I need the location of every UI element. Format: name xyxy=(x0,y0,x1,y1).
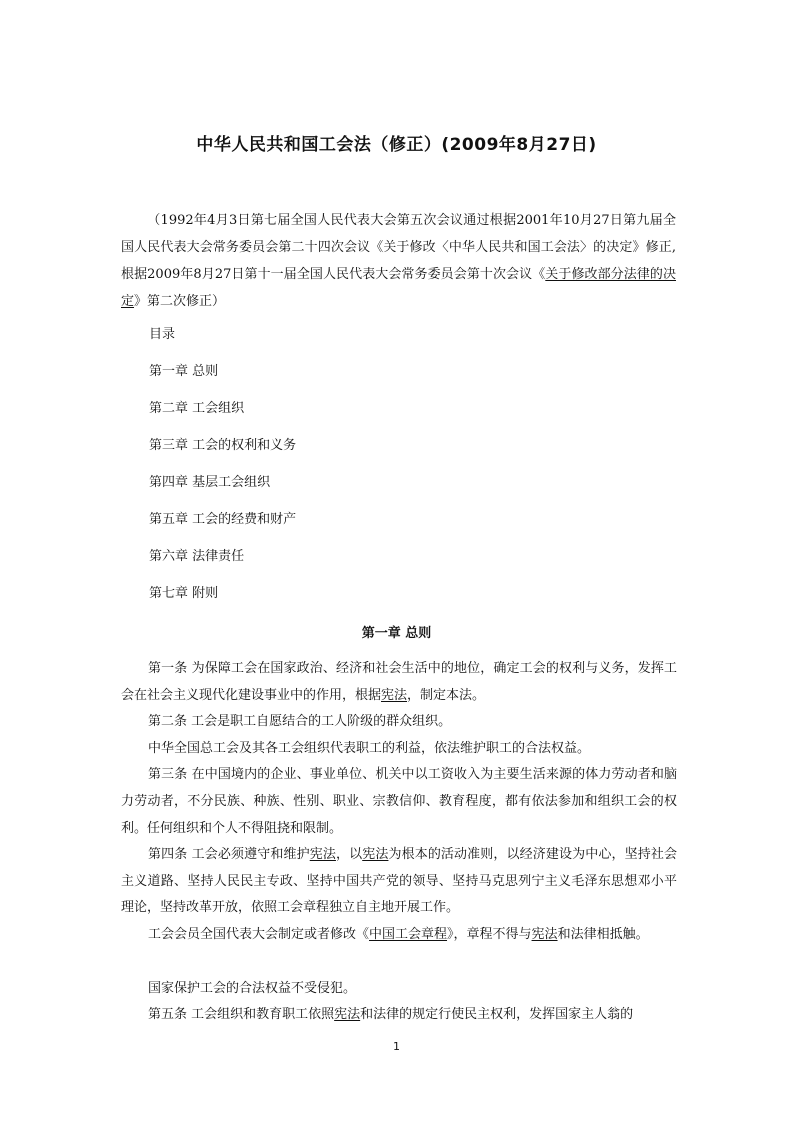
toc-item-chapter-5: 第五章 工会的经费和财产 xyxy=(149,512,297,527)
constitution-link[interactable]: 宪法 xyxy=(531,926,558,942)
toc-heading: 目录 xyxy=(149,327,176,342)
article-4-paragraph-2: 工会会员全国代表大会制定或者修改《中国工会章程》，章程不得与宪法和法律相抵触。 xyxy=(148,926,649,942)
article-4: 第四条 工会必须遵守和维护宪法，以宪法为根本的活动准则，以经济建设为中心，坚持社会主义道路、坚持人民民主专政、坚持中国共产党的领导、坚持马克思列宁主义毛泽东思想邓小平理论，坚持改革开放，依照工会章程独立自主地开展工作。 xyxy=(121,847,677,916)
article-1: 第一条 为保障工会在国家政治、经济和社会生活中的地位，确定工会的权利与义务，发挥工会在社会主义现代化建设事业中的作用，根据宪法，制定本法。 xyxy=(121,661,677,703)
article-3: 第三条 在中国境内的企业、事业单位、机关中以工资收入为主要生活来源的体力劳动者和脑力劳动者，不分民族、种族、性别、职业、宗教信仰、教育程度，都有依法参加和组织工会的权利。任何组织和个人不得阻挠和限制。 xyxy=(121,767,677,836)
chapter-1-heading: 第一章 总则 xyxy=(361,626,432,641)
toc-item-chapter-4: 第四章 基层工会组织 xyxy=(149,475,271,490)
toc-item-chapter-7: 第七章 附则 xyxy=(149,586,219,601)
preamble-text: （1992年4月3日第七届全国人民代表大会第五次会议通过根据2001年10月27日第九届全国人民代表大会常务委员会第二十四次会议《关于修改〈中华人民共和国工会法〉的决定》修正,根据2009年8月27日第十一届全国人民代表大会常务委员会第十次会议《 xyxy=(121,213,676,282)
constitution-link[interactable]: 宪法 xyxy=(334,1007,361,1023)
toc-item-chapter-2: 第二章 工会组织 xyxy=(149,401,245,416)
union-charter-link[interactable]: 中国工会章程 xyxy=(369,926,448,942)
toc-item-chapter-1: 第一章 总则 xyxy=(149,364,219,379)
article-5: 第五条 工会组织和教育职工依照宪法和法律的规定行使民主权利，发挥国家主人翁的 xyxy=(148,1007,634,1023)
constitution-link[interactable]: 宪法 xyxy=(309,847,336,863)
article-2-paragraph-2: 中华全国总工会及其各工会组织代表职工的利益，依法维护职工的合法权益。 xyxy=(148,740,591,756)
article-4-paragraph-3: 国家保护工会的合法权益不受侵犯。 xyxy=(148,980,357,996)
constitution-link[interactable]: 宪法 xyxy=(381,687,408,703)
preamble-text-end: 》第二次修正） xyxy=(134,294,226,309)
amendment-decision-link[interactable]: 关于修改部分法律的决定 xyxy=(121,267,676,309)
page-number: 1 xyxy=(393,1040,400,1053)
article-2: 第二条 工会是职工自愿结合的工人阶级的群众组织。 xyxy=(148,714,452,730)
constitution-link[interactable]: 宪法 xyxy=(362,847,389,863)
preamble xyxy=(121,207,676,315)
chapter-1-body xyxy=(121,656,677,1029)
toc-item-chapter-3: 第三章 工会的权利和义务 xyxy=(149,438,297,453)
document-title: 中华人民共和国工会法（修正）(2009年8月27日) xyxy=(196,135,597,155)
toc-item-chapter-6: 第六章 法律责任 xyxy=(149,549,245,564)
table-of-contents xyxy=(149,324,296,620)
